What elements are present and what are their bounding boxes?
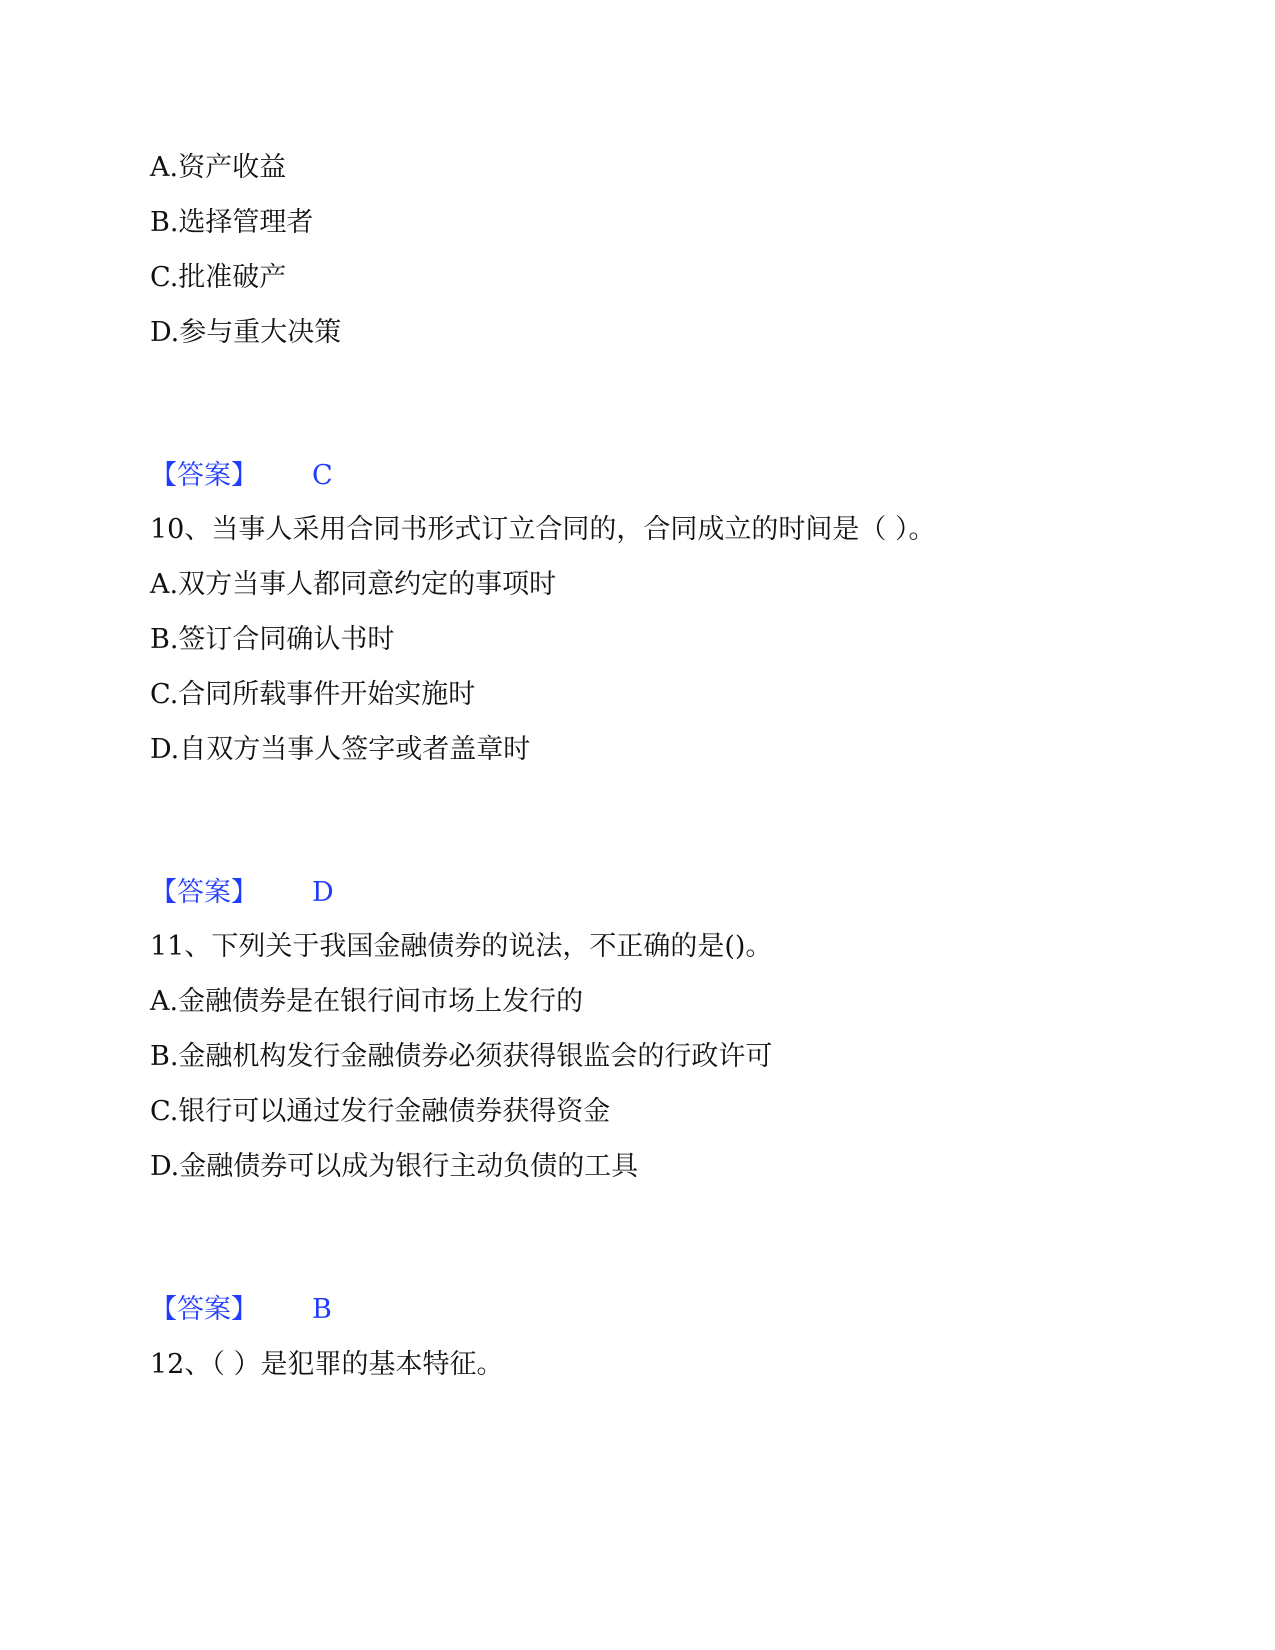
q9-option-a: A.资产收益 <box>150 152 287 183</box>
q11-option-a: A.金融债券是在银行间市场上发行的 <box>150 986 584 1017</box>
q10-answer <box>150 875 334 911</box>
q11-option-c: C.银行可以通过发行金融债券获得资金 <box>150 1096 611 1127</box>
q10-option-b: B.签订合同确认书时 <box>150 624 395 655</box>
q10-stem: 10、当事人采用合同书形式订立合同的，合同成立的时间是（ ）。 <box>150 514 936 545</box>
q9-option-b: B.选择管理者 <box>150 207 314 238</box>
answer-value: C <box>312 460 333 491</box>
q9-option-d: D.参与重大决策 <box>150 317 342 348</box>
q11-stem: 11、下列关于我国金融债券的说法，不正确的是()。 <box>150 931 773 962</box>
q11-option-b: B.金融机构发行金融债券必须获得银监会的行政许可 <box>150 1041 773 1072</box>
answer-label: 【答案】 <box>150 877 258 908</box>
answer-value: D <box>312 877 334 908</box>
answer-label: 【答案】 <box>150 1294 258 1325</box>
answer-label: 【答案】 <box>150 460 258 491</box>
q9-answer <box>150 458 333 494</box>
answer-value: B <box>312 1294 332 1325</box>
q9-option-c: C.批准破产 <box>150 262 287 293</box>
q10-option-c: C.合同所载事件开始实施时 <box>150 679 476 710</box>
q12-stem: 12、（ ）是犯罪的基本特征。 <box>150 1349 504 1380</box>
q10-option-d: D.自双方当事人签字或者盖章时 <box>150 734 531 765</box>
q11-option-d: D.金融债券可以成为银行主动负债的工具 <box>150 1151 639 1182</box>
q10-option-a: A.双方当事人都同意约定的事项时 <box>150 569 557 600</box>
q11-answer <box>150 1292 332 1328</box>
